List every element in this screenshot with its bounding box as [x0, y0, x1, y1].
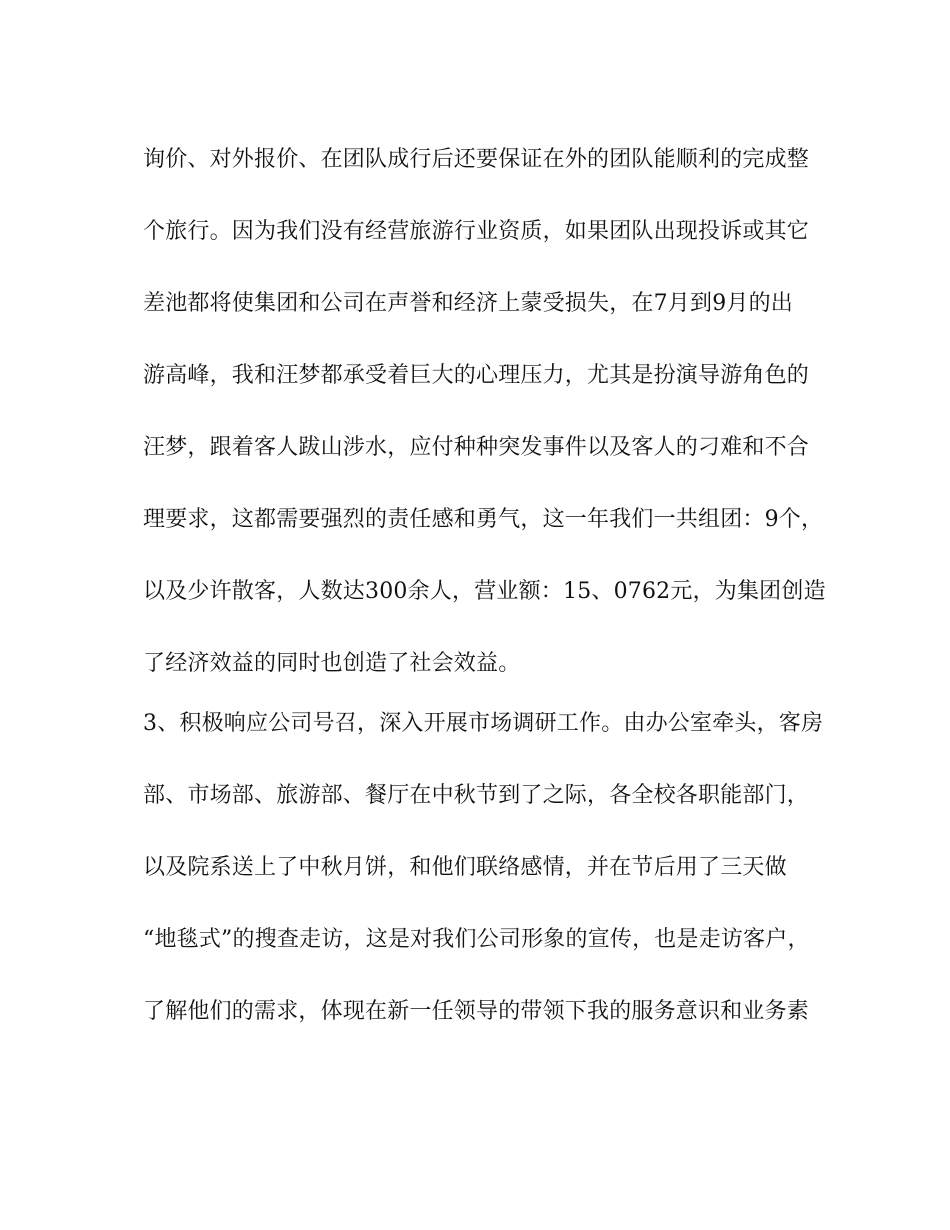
paragraph-line: 差池都将使集团和公司在声誉和经济上蒙受损失，在7月到9月的出: [143, 291, 793, 316]
paragraph-line: 以及院系送上了中秋月饼，和他们联络感情，并在节后用了三天做: [143, 855, 787, 880]
paragraph-line: 了经济效益的同时也创造了社会效益。: [143, 651, 521, 676]
paragraph-line: “地毯式”的搜查走访，这是对我们公司形象的宣传，也是走访客户，: [143, 927, 810, 952]
paragraph-line: 以及少许散客，人数达300余人，营业额：15、0762元，为集团创造: [143, 579, 826, 604]
paragraph-line: 询价、对外报价、在团队成行后还要保证在外的团队能顺利的完成整: [143, 147, 810, 172]
paragraph-line: 3、积极响应公司号召，深入开展市场调研工作。由办公室牵头，客房: [143, 711, 824, 736]
paragraph-line: 部、市场部、旅游部、餐厅在中秋节到了之际，各全校各职能部门，: [143, 783, 810, 808]
paragraph-line: 理要求，这都需要强烈的责任感和勇气，这一年我们一共组团：9个，: [143, 507, 824, 532]
paragraph-line: 汪梦，跟着客人跋山涉水，应付种种突发事件以及客人的刁难和不合: [143, 435, 810, 460]
paragraph-line: 个旅行。因为我们没有经营旅游行业资质，如果团队出现投诉或其它: [143, 219, 810, 244]
paragraph-line: 游高峰，我和汪梦都承受着巨大的心理压力，尤其是扮演导游角色的: [143, 363, 810, 388]
paragraph-line: 了解他们的需求，体现在新一任领导的带领下我的服务意识和业务素: [143, 999, 810, 1024]
